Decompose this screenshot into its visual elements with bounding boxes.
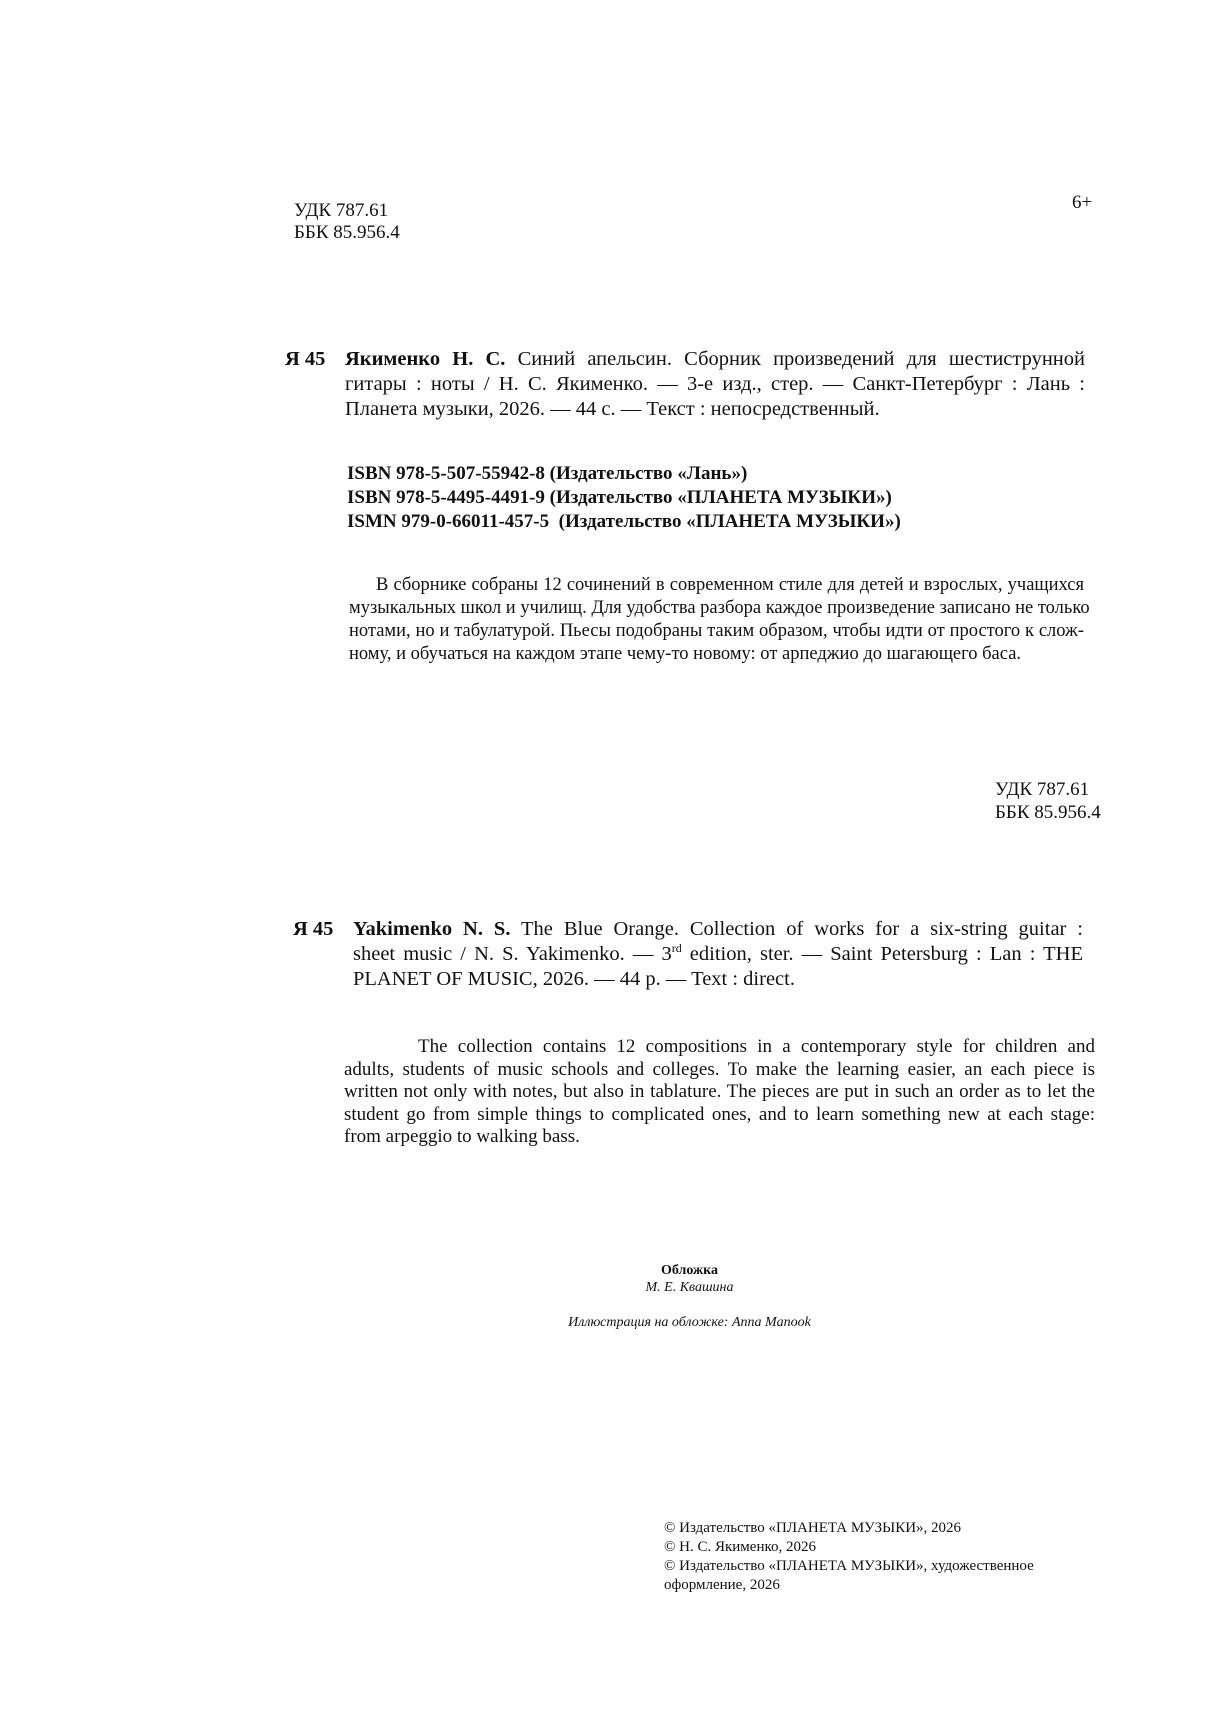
cover-title: Обложка bbox=[660, 1263, 719, 1278]
annotation-line: В сборнике собраны 12 сочинений в современном стиле для детей и взрослых, учащихся bbox=[376, 575, 1084, 595]
bbk-code: ББК 85.956.4 bbox=[294, 222, 400, 243]
age-rating: 6+ bbox=[1072, 192, 1093, 213]
en-entry-line: sheet music / N. S. Yakimenko. — 3rd edition, ster. — Saint Petersburg : Lan : THE bbox=[353, 941, 1084, 965]
bottom-classification bbox=[995, 778, 1101, 824]
annotation-line: student go from simple things to complicated ones, and to learn something new at each stage: bbox=[344, 1103, 1095, 1125]
copyright-block bbox=[664, 1519, 1034, 1595]
isbn-line: ISBN 978-5-507-55942-8 (Издательство «Лань») bbox=[347, 463, 748, 484]
bbk-code: ББК 85.956.4 bbox=[995, 802, 1101, 823]
author-mark: Я 45 bbox=[285, 348, 326, 370]
cover-credits bbox=[0, 1262, 1211, 1296]
annotation-line: The collection contains 12 compositions in a contemporary style for children and bbox=[418, 1036, 1095, 1057]
annotation-line: from arpeggio to walking bass. bbox=[344, 1126, 580, 1147]
author-mark: Я 45 bbox=[293, 918, 334, 940]
ru-entry-line: Якименко Н. С. Синий апельсин. Сборник произведений для шестиструнной bbox=[345, 348, 1085, 370]
annotation-line: adults, students of music schools and colleges. To make the learning easier, an each piece is bbox=[344, 1058, 1095, 1080]
en-entry-line: PLANET OF MUSIC, 2026. — 44 p. — Text : direct. bbox=[353, 968, 795, 990]
annotation-line: нотами, но и табулатурой. Пьесы подобраны таким образом, чтобы идти от простого к слож- bbox=[349, 621, 1084, 641]
ru-annotation bbox=[349, 574, 1090, 666]
illustration-credit: Иллюстрация на обложке: Anna Manook bbox=[568, 1315, 811, 1330]
copyright-line: © Издательство «ПЛАНЕТА МУЗЫКИ», 2026 bbox=[664, 1520, 962, 1536]
copyright-line: © Н. С. Якименко, 2026 bbox=[664, 1539, 817, 1555]
ru-entry-line: гитары : ноты / Н. С. Якименко. — 3-е изд., стер. — Санкт-Петербург : Лань : bbox=[345, 373, 1085, 395]
author-name: Yakimenko N. S. bbox=[353, 918, 511, 940]
ru-entry-text bbox=[345, 347, 1085, 422]
ismn-line: ISMN 979-0-66011-457-5 (Издательство «ПЛАНЕТА МУЗЫКИ») bbox=[347, 511, 901, 532]
annotation-line: ному, и обучаться на каждом этапе чему-то новому: от арпеджио до шагающего баса. bbox=[349, 644, 1022, 664]
en-annotation bbox=[344, 1036, 1095, 1149]
annotation-line: музыкальных школ и училищ. Для удобства разбора каждое произведение записано не только bbox=[349, 598, 1090, 618]
udk-code: УДК 787.61 bbox=[995, 779, 1090, 800]
udk-code: УДК 787.61 bbox=[294, 200, 389, 221]
top-classification bbox=[294, 200, 400, 244]
en-entry-text bbox=[353, 917, 1083, 992]
copyright-line: © Издательство «ПЛАНЕТА МУЗЫКИ», художественное bbox=[664, 1558, 1034, 1574]
isbn-line: ISBN 978-5-4495-4491-9 (Издательство «ПЛАНЕТА МУЗЫКИ») bbox=[347, 487, 892, 508]
en-entry-line: Yakimenko N. S. The Blue Orange. Collection of works for a six-string guitar : bbox=[353, 918, 1084, 940]
isbn-block bbox=[347, 462, 901, 534]
ordinal-suffix: rd bbox=[671, 941, 682, 956]
ru-entry-line: Планета музыки, 2026. — 44 с. — Текст : непосредственный. bbox=[345, 398, 880, 420]
cover-designer: М. Е. Квашина bbox=[645, 1280, 734, 1295]
copyright-line: оформление, 2026 bbox=[664, 1577, 780, 1593]
annotation-line: written not only with notes, but also in tablature. The pieces are put in such an order as to let the bbox=[344, 1081, 1095, 1102]
author-name: Якименко Н. С. bbox=[345, 348, 506, 370]
